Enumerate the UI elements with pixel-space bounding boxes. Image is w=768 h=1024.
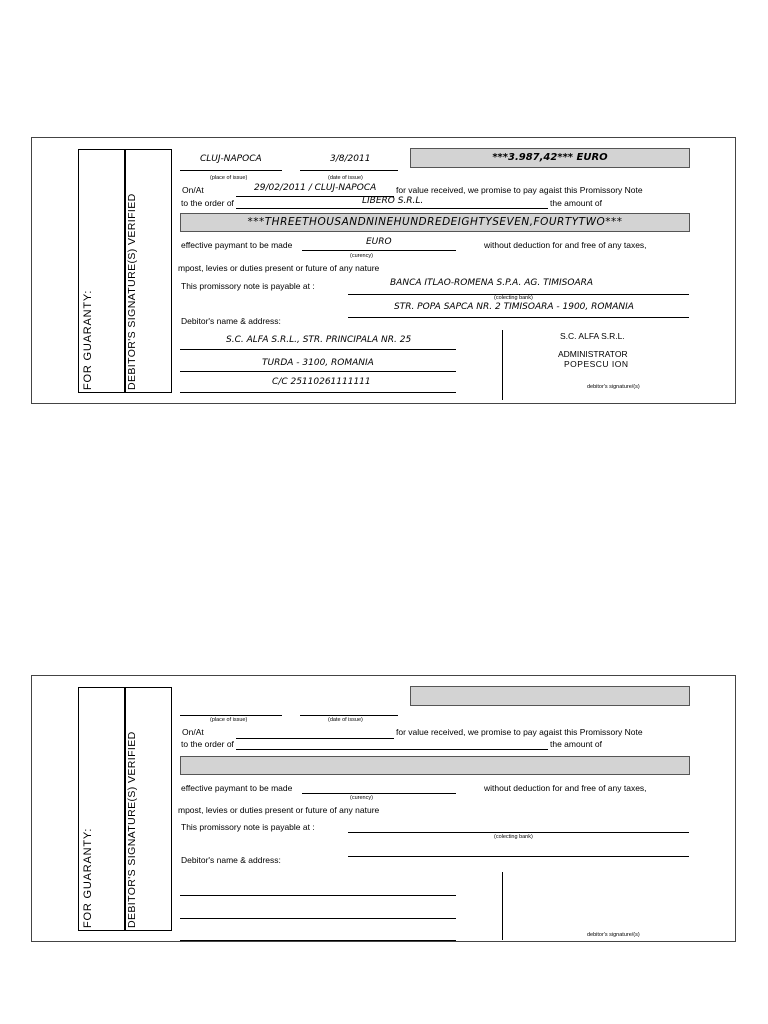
debtor-line1-value[interactable]: S.C. ALFA S.R.L., STR. PRINCIPALA NR. 25	[226, 335, 412, 345]
payable-at-label: This promissory note is payable at :	[181, 281, 315, 291]
impost-levies-text: mpost, levies or duties present or future of any nature	[178, 263, 380, 273]
debtor-line1	[180, 349, 456, 350]
debtor-address-label: Debitor's name & address:	[181, 855, 281, 865]
collecting-bank-caption: (colecting bank)	[494, 295, 533, 301]
currency-line[interactable]	[302, 793, 456, 794]
date-line[interactable]	[300, 715, 398, 716]
effective-payment-label: effective paymant to be made	[181, 240, 293, 250]
without-deduction-text: without deduction for and free of any taxes,	[484, 783, 647, 793]
bank-address-line	[348, 317, 689, 318]
for-guaranty-label: FOR GUARANTY:	[82, 827, 94, 928]
date-caption: (date of issue)	[328, 717, 363, 723]
value-received-text: for value received, we promise to pay agaist this Promissory Note	[396, 185, 643, 195]
debtor-line2	[180, 371, 456, 372]
place-of-issue-value[interactable]: CLUJ-NAPOCA	[200, 154, 262, 164]
payable-at-label: This promissory note is payable at :	[181, 822, 315, 832]
place-caption: (place of issue)	[210, 717, 248, 723]
date-caption: (date of issue)	[328, 175, 363, 181]
bank-address-line[interactable]	[348, 856, 689, 857]
signature-divider	[502, 872, 503, 940]
debtor-signature-caption: debitor's signature/(s)	[587, 932, 640, 938]
on-at-label: On/At	[182, 185, 204, 195]
signer-role: ADMINISTRATOR	[558, 349, 628, 359]
debtor-line3	[180, 392, 456, 393]
on-at-line[interactable]	[236, 738, 394, 739]
signature-verified-label: DEBITOR'S SIGNATURE(S) VERIFIED	[126, 193, 138, 390]
promissory-note-blank	[31, 675, 736, 942]
guaranty-column	[78, 687, 125, 931]
date-of-issue-value[interactable]: 3/8/2011	[330, 154, 371, 164]
for-guaranty-label: FOR GUARANTY:	[82, 289, 94, 390]
bank-name-line[interactable]	[348, 832, 689, 833]
currency-caption: (curency)	[350, 253, 373, 259]
on-at-value[interactable]: 29/02/2011 / CLUJ-NAPOCA	[254, 183, 377, 193]
order-of-line	[236, 208, 548, 209]
guaranty-column	[78, 149, 125, 393]
place-line	[180, 170, 282, 171]
order-of-line[interactable]	[236, 749, 548, 750]
debtor-line1[interactable]	[180, 895, 456, 896]
bank-name-value[interactable]: BANCA ITLAO-ROMENA S.P.A. AG. TIMISOARA	[390, 278, 594, 288]
amount-box[interactable]	[410, 686, 690, 706]
collecting-bank-caption: (colecting bank)	[494, 834, 533, 840]
on-at-label: On/At	[182, 727, 204, 737]
date-line	[300, 170, 398, 171]
debtor-line2-value[interactable]: TURDA - 3100, ROMANIA	[262, 358, 374, 368]
signature-verified-column	[125, 687, 172, 931]
debtor-line3-value[interactable]: C/C 25110261111111	[272, 377, 371, 387]
signature-verified-label: DEBITOR'S SIGNATURE(S) VERIFIED	[126, 731, 138, 928]
signature-divider	[502, 330, 503, 400]
amount-words-value: ***THREETHOUSANDNINEHUNDREDEIGHTYSEVEN,FOURTYTWO***	[247, 216, 623, 228]
amount-words-box[interactable]	[180, 213, 690, 232]
signature-verified-column	[125, 149, 172, 393]
amount-of-label: the amount of	[550, 739, 602, 749]
without-deduction-text: without deduction for and free of any taxes,	[484, 240, 647, 250]
amount-box[interactable]	[410, 148, 690, 168]
amount-words-box[interactable]	[180, 756, 690, 775]
amount-value: ***3.987,42*** EURO	[492, 152, 608, 163]
place-line[interactable]	[180, 715, 282, 716]
promissory-note-filled	[31, 137, 736, 404]
debtor-line3[interactable]	[180, 940, 456, 941]
bank-address-value[interactable]: STR. POPA SAPCA NR. 2 TIMISOARA - 1900, ROMANIA	[394, 302, 634, 312]
currency-line	[302, 250, 456, 251]
order-of-label: to the order of	[181, 739, 234, 749]
effective-payment-label: effective paymant to be made	[181, 783, 293, 793]
order-of-value[interactable]: LIBERO S.R.L.	[362, 196, 424, 206]
debtor-address-label: Debitor's name & address:	[181, 316, 281, 326]
order-of-label: to the order of	[181, 198, 234, 208]
debtor-line2[interactable]	[180, 918, 456, 919]
amount-of-label: the amount of	[550, 198, 602, 208]
place-caption: (place of issue)	[210, 175, 248, 181]
signer-company: S.C. ALFA S.R.L.	[560, 331, 625, 341]
impost-levies-text: mpost, levies or duties present or future of any nature	[178, 805, 380, 815]
currency-value[interactable]: EURO	[366, 237, 392, 247]
signer-name: POPESCU ION	[564, 359, 629, 369]
debtor-signature-caption: debitor's signature/(s)	[587, 384, 640, 390]
currency-caption: (curency)	[350, 795, 373, 801]
value-received-text: for value received, we promise to pay agaist this Promissory Note	[396, 727, 643, 737]
